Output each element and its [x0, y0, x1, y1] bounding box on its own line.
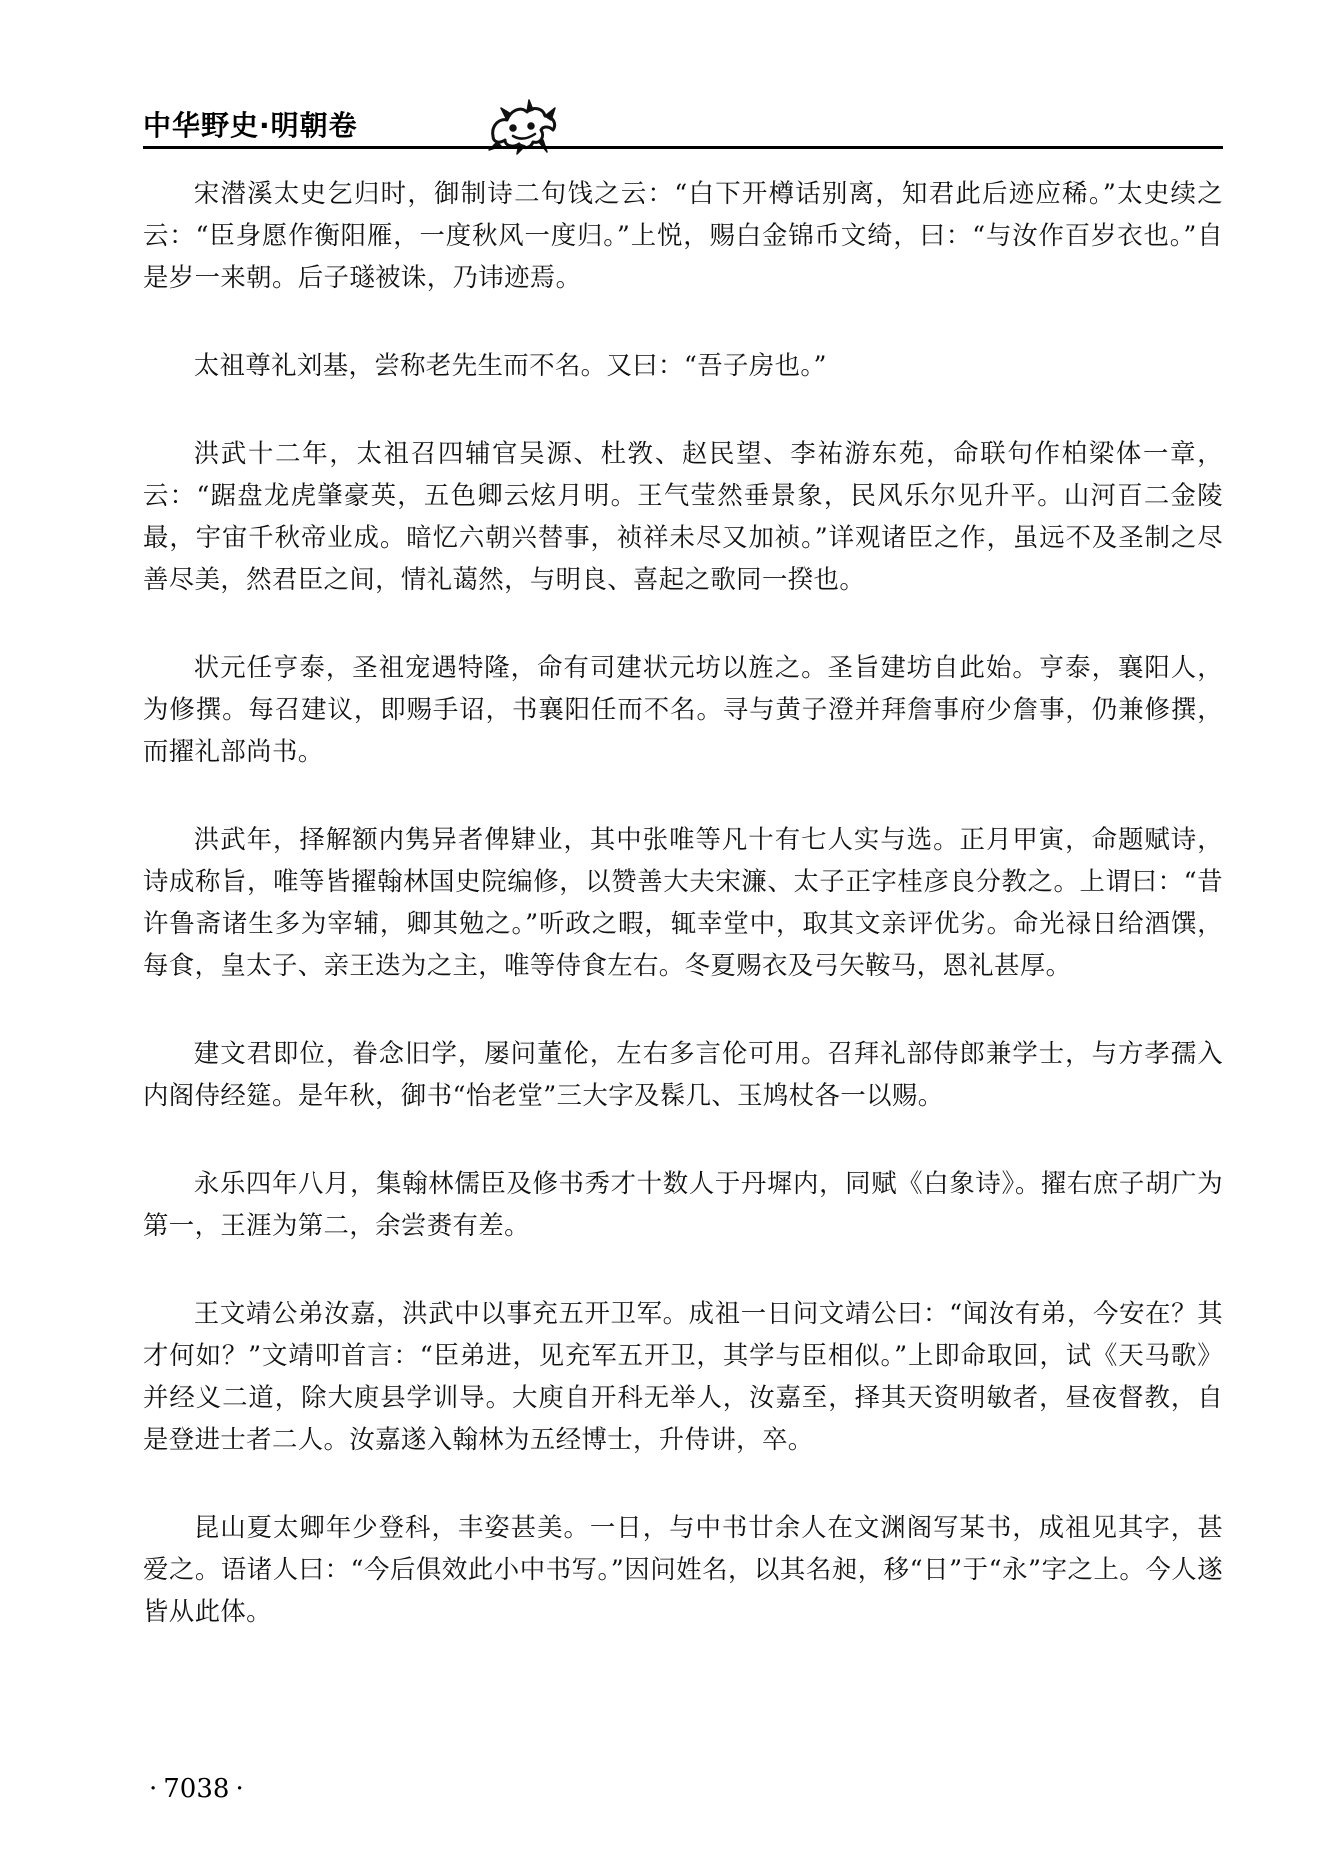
- paragraph: 状元任亨泰，圣祖宠遇特隆，命有司建状元坊以旌之。圣旨建坊自此始。亨泰，襄阳人，为修撰。每召建议，即赐手诏，书襄阳任而不名。寻与黄子澄并拜詹事府少詹事，仍兼修撰，而擢礼部尚书。: [143, 652, 1223, 766]
- page-number: 7038: [163, 1774, 230, 1804]
- paragraph: 建文君即位，眷念旧学，屡问董伦，左右多言伦可用。召拜礼部侍郎兼学士，与方孝孺入内阁侍经筵。是年秋，御书“怡老堂”三大字及髹几、玉鸠杖各一以赐。: [143, 1038, 1223, 1110]
- paragraph: 洪武年，择解额内隽异者俾肄业，其中张唯等凡十有七人实与选。正月甲寅，命题赋诗，诗成称旨，唯等皆擢翰林国史院编修，以赞善大夫宋濂、太子正字桂彦良分教之。上谓曰：“昔许鲁斋诸生多为宰辅，卿其勉之。”听政之暇，辄幸堂中，取其文亲评优劣。命光禄日给酒馔，每食，皇太子、亲王迭为之主，唯等侍食左右。冬夏赐衣及弓矢鞍马，恩礼甚厚。: [143, 824, 1223, 980]
- paragraph: 永乐四年八月，集翰林儒臣及修书秀才十数人于丹墀内，同赋《白象诗》。擢右庶子胡广为第一，王涯为第二，余尝赉有差。: [143, 1168, 1223, 1240]
- footer-dot: ·: [235, 1774, 244, 1804]
- paragraph: 太祖尊礼刘基，尝称老先生而不名。又曰：“吾子房也。”: [193, 350, 827, 380]
- book-title: 中华野史·明朝卷: [143, 109, 358, 142]
- paragraph: 宋潜溪太史乞归时，御制诗二句饯之云：“白下开樽话别离，知君此后迹应稀。”太史续之云：“臣身愿作衡阳雁，一度秋风一度归。”上悦，赐白金锦币文绮，曰：“与汝作百岁衣也。”自是岁一来朝。后子璲被诛，乃讳迹焉。: [143, 178, 1223, 292]
- footer-dot: ·: [149, 1774, 158, 1804]
- paragraph: 王文靖公弟汝嘉，洪武中以事充五开卫军。成祖一日问文靖公曰：“闻汝有弟，今安在？其才何如？”文靖叩首言：“臣弟进，见充军五开卫，其学与臣相似。”上即命取回，试《天马歌》并经义二道，除大庾县学训导。大庾自开科无举人，汝嘉至，择其天资明敏者，昼夜督教，自是登进士者二人。汝嘉遂入翰林为五经博士，升侍讲，卒。: [143, 1298, 1223, 1454]
- page-body: [143, 172, 1223, 1678]
- page-footer: [143, 1774, 250, 1804]
- paragraph: 洪武十二年，太祖召四辅官吴源、杜敩、赵民望、李祐游东苑，命联句作柏梁体一章，云：“踞盘龙虎肇豪英，五色卿云炫月明。王气莹然垂景象，民风乐尔见升平。山河百二金陵最，宇宙千秋帝业成。暗忆六朝兴替事，祯祥未尽又加祯。”详观诸臣之作，虽远不及圣制之尽善尽美，然君臣之间，情礼蔼然，与明良、喜起之歌同一揆也。: [143, 438, 1223, 594]
- paragraph: 昆山夏太卿年少登科，丰姿甚美。一日，与中书廿余人在文渊阁写某书，成祖见其字，甚爱之。语诸人曰：“今后俱效此小中书写。”因问姓名，以其名昶，移“日”于“永”字之上。今人遂皆从此体。: [143, 1512, 1223, 1626]
- header-divider: [143, 146, 1223, 149]
